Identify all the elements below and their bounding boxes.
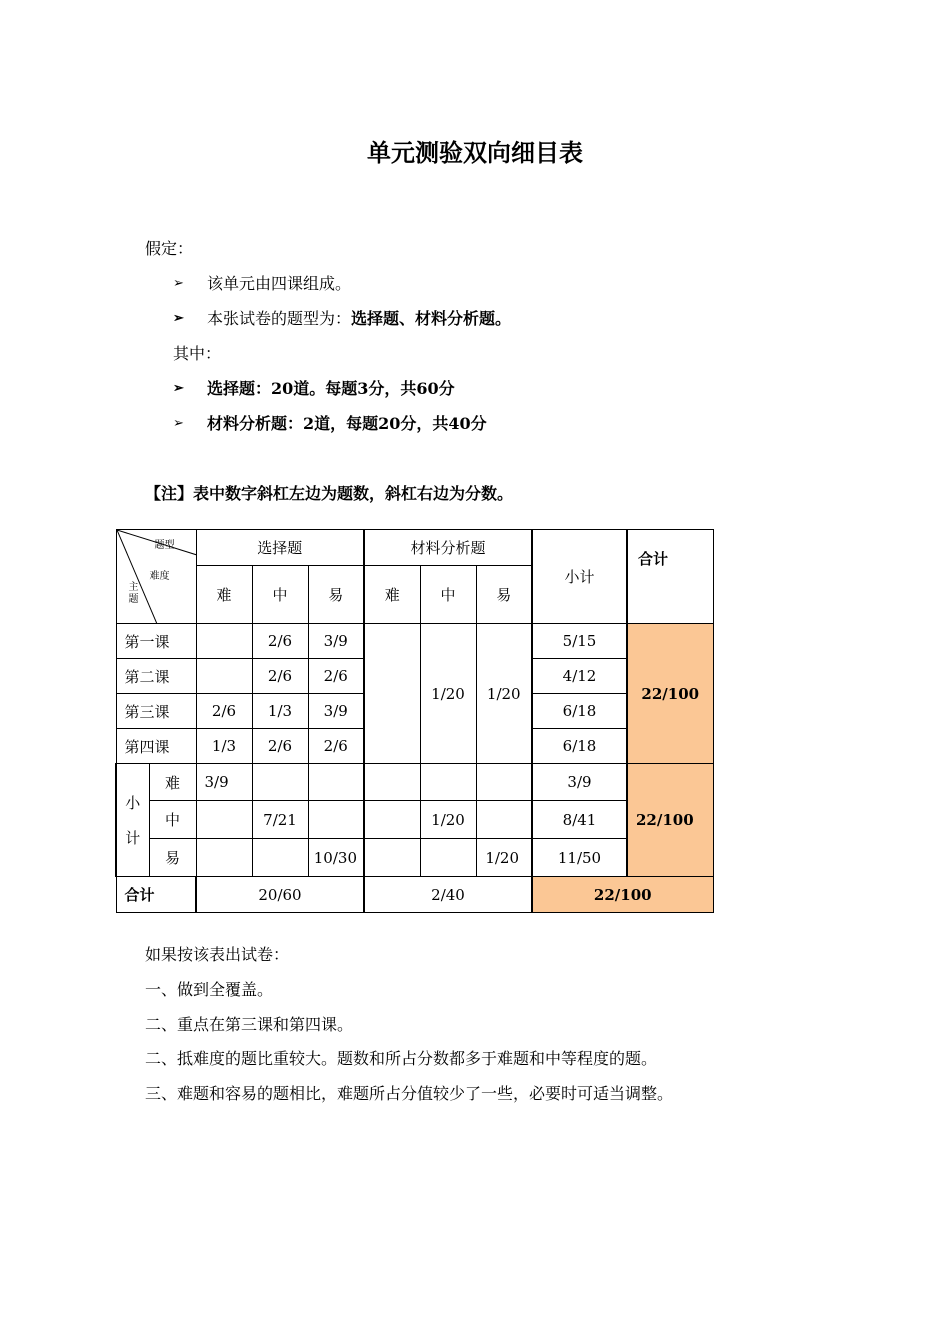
- subtotal-cell: 8/41: [532, 801, 627, 839]
- cell: 10/30: [308, 839, 364, 877]
- detail-item: 材料分析题：2道，每题20分，共40分: [207, 414, 487, 433]
- corner-type-label: 题型: [154, 540, 175, 551]
- subtotal-cell: 6/18: [532, 694, 627, 729]
- subtotal-cell: 5/15: [532, 624, 627, 659]
- material-easy-merged: 1/20: [476, 624, 532, 764]
- cell: 7/21: [252, 801, 308, 839]
- difficulty-header: 易: [308, 566, 364, 624]
- corner-difficulty-label: 难度: [149, 571, 170, 582]
- difficulty-header: 难: [364, 566, 420, 624]
- material-hard-merged: [364, 624, 420, 764]
- bullet-item: 本张试卷的题型为：选择题、材料分析题。: [207, 309, 512, 328]
- subtotal-cell: 6/18: [532, 729, 627, 764]
- table-row: [116, 801, 713, 839]
- level-cell: 难: [149, 764, 196, 801]
- bullet-item: 该单元由四课组成。: [207, 274, 352, 293]
- lesson-name: 第一课: [116, 624, 196, 659]
- difficulty-header: 中: [420, 566, 476, 624]
- summary-total-cell: 22/100: [627, 764, 713, 877]
- cell: [196, 839, 252, 877]
- cell: [308, 801, 364, 839]
- cell: 1/3: [196, 729, 252, 764]
- arrow-bullet-icon: ➢: [173, 381, 184, 396]
- lesson-total-cell: 22/100: [627, 624, 713, 764]
- conclusion-line: 如果按该表出试卷：: [145, 945, 290, 964]
- footer-grand-total: 22/100: [532, 877, 713, 913]
- spec-table: [115, 529, 714, 913]
- cell: 2/6: [196, 694, 252, 729]
- subtotal-cell: 3/9: [532, 764, 627, 801]
- table-row: [116, 764, 713, 801]
- cell: 3/9: [308, 624, 364, 659]
- corner-topic-label: 主: [128, 582, 139, 593]
- corner-topic-label: 题: [128, 594, 139, 605]
- subtotal-cell: 11/50: [532, 839, 627, 877]
- cell: 2/6: [252, 729, 308, 764]
- cell: [364, 839, 420, 877]
- cell: [420, 764, 476, 801]
- lesson-name: 第四课: [116, 729, 196, 764]
- difficulty-header: 易: [476, 566, 532, 624]
- cell: [252, 764, 308, 801]
- cell: 3/9: [196, 764, 252, 801]
- assumption-label: 假定：: [145, 239, 194, 258]
- among-label: 其中：: [173, 344, 222, 363]
- diagonal-header-cell: [116, 530, 196, 624]
- conclusion-line: 三、难题和容易的题相比，难题所占分值较少了一些，必要时可适当调整。: [145, 1084, 674, 1103]
- total-header: 合计: [627, 530, 713, 624]
- detail-item: 选择题：20道。每题3分，共60分: [207, 379, 455, 398]
- table-row: [116, 624, 713, 659]
- summary-label-char: 小: [125, 794, 141, 812]
- level-cell: 中: [149, 801, 196, 839]
- conclusion-line: 二、重点在第三课和第四课。: [145, 1015, 354, 1034]
- cell: 2/6: [308, 729, 364, 764]
- cell: [252, 839, 308, 877]
- material-mid-merged: 1/20: [420, 624, 476, 764]
- summary-label-char: 计: [125, 829, 141, 847]
- lesson-name: 第三课: [116, 694, 196, 729]
- arrow-bullet-icon: ➢: [173, 311, 184, 326]
- material-group-header: 材料分析题: [364, 530, 532, 566]
- note: 【注】表中数字斜杠左边为题数，斜杠右边为分数。: [145, 484, 514, 503]
- cell: [476, 801, 532, 839]
- table-row: [116, 839, 713, 877]
- conclusion-line: 二、抵难度的题比重较大。题数和所占分数都多于难题和中等程度的题。: [145, 1049, 658, 1068]
- table-row: [116, 877, 713, 913]
- cell: 2/6: [308, 659, 364, 694]
- cell: [196, 801, 252, 839]
- cell: [308, 764, 364, 801]
- cell: 2/6: [252, 624, 308, 659]
- conclusion-line: 一、做到全覆盖。: [145, 980, 274, 999]
- cell: [196, 659, 252, 694]
- arrow-bullet-icon: ➢: [173, 416, 184, 431]
- choice-group-header: 选择题: [196, 530, 364, 566]
- level-cell: 易: [149, 839, 196, 877]
- footer-choice-total: 20/60: [196, 877, 364, 913]
- footer-label: 合计: [116, 877, 196, 913]
- footer-material-total: 2/40: [364, 877, 532, 913]
- difficulty-header: 中: [252, 566, 308, 624]
- difficulty-header: 难: [196, 566, 252, 624]
- cell: 3/9: [308, 694, 364, 729]
- lesson-name: 第二课: [116, 659, 196, 694]
- arrow-bullet-icon: ➢: [173, 276, 184, 291]
- cell: [364, 801, 420, 839]
- cell: [420, 839, 476, 877]
- cell: [476, 764, 532, 801]
- cell: 1/20: [420, 801, 476, 839]
- page-title: 单元测验双向细目表: [367, 139, 583, 167]
- cell: [196, 624, 252, 659]
- summary-label: [116, 764, 149, 877]
- subtotal-cell: 4/12: [532, 659, 627, 694]
- cell: 1/3: [252, 694, 308, 729]
- cell: 1/20: [476, 839, 532, 877]
- cell: [364, 764, 420, 801]
- cell: 2/6: [252, 659, 308, 694]
- subtotal-header: 小计: [532, 530, 627, 624]
